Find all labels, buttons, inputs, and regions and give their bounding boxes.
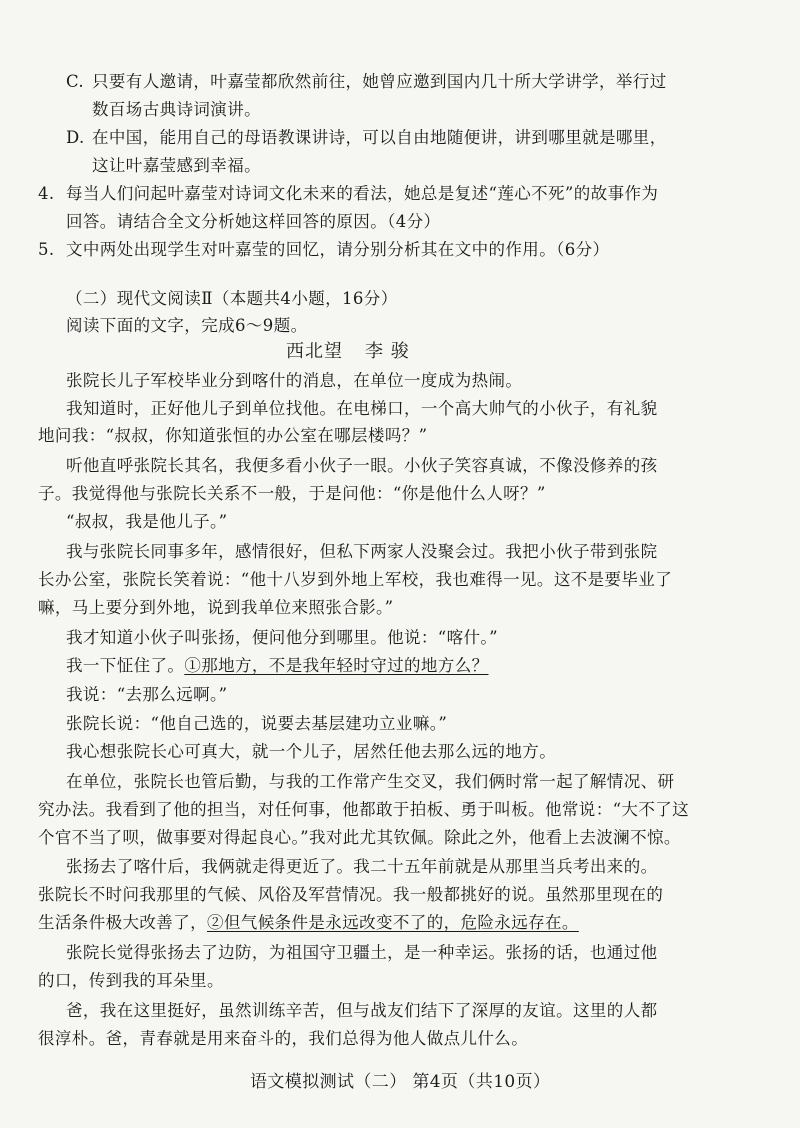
- section-instruction: 阅读下面的文字，完成6～9题。: [66, 316, 308, 335]
- article-line: 的口，传到我的耳朵里。: [38, 971, 224, 990]
- section-heading: （二）现代文阅读Ⅱ（本题共4小题，16分）: [66, 289, 398, 308]
- option-d-line-1: 在中国，能用自己的母语教课讲诗，可以自由地随便讲，讲到哪里就是哪里，: [92, 128, 667, 147]
- article-line-with-underline: [38, 912, 579, 934]
- article-line: 张扬去了喀什后，我俩就走得更近了。我二十五年前就是从那里当兵考出来的。: [66, 857, 658, 876]
- article-line: 爸，我在这里挺好，虽然训练辛苦，但与战友们结下了深厚的友谊。这里的人都: [66, 1001, 658, 1020]
- article-line: 生活条件极大改善了，: [38, 913, 207, 932]
- article-line: 很淳朴。爸，青春就是用来奋斗的，我们总得为他人做点儿什么。: [38, 1029, 529, 1048]
- option-d-line-2: 这让叶嘉莹感到幸福。: [92, 156, 261, 175]
- article-line: 我知道时，正好他儿子到单位找他。在电梯口，一个高大帅气的小伙子，有礼貌: [66, 399, 658, 418]
- question-5-num: 5.: [38, 240, 55, 259]
- article-line: 我说：“去那么远啊。”: [66, 685, 228, 704]
- question-4-line-1: 每当人们问起叶嘉莹对诗词文化未来的看法，她总是复述“莲心不死”的故事作为: [66, 184, 659, 203]
- underlined-sentence-1: ①那地方，不是我年轻时守过的地方么？: [184, 656, 489, 675]
- underlined-sentence-2: ②但气候条件是永远改变不了的，危险永远存在。: [207, 913, 579, 932]
- option-c-line-1: 只要有人邀请，叶嘉莹都欣然前往，她曾应邀到国内几十所大学讲学，举行过: [92, 72, 667, 91]
- article-line-with-underline: [66, 655, 489, 677]
- question-5-line-1: 文中两处出现学生对叶嘉莹的回忆，请分别分析其在文中的作用。（6分）: [66, 240, 610, 259]
- article-line: 我与张院长同事多年，感情很好，但私下两家人没聚会过。我把小伙子带到张院: [66, 542, 658, 561]
- article-line: 长办公室，张院长笑着说：“他十八岁到外地上军校，我也难得一见。这不是要毕业了: [38, 570, 673, 589]
- article-line: 我一下怔住了。: [66, 656, 185, 675]
- article-line: 我才知道小伙子叫张扬，便问他分到哪里。他说：“喀什。”: [66, 628, 498, 647]
- article-line: 在单位，张院长也管后勤，与我的工作常产生交叉，我们俩时常一起了解情况、研: [66, 772, 675, 791]
- option-c-line-2: 数百场古典诗词演讲。: [92, 100, 261, 119]
- article-line: 听他直呼张院长其名，我便多看小伙子一眼。小伙子笑容真诚，不像没修养的孩: [66, 456, 658, 475]
- question-4-num: 4.: [38, 184, 55, 203]
- article-author: 李 骏: [365, 341, 410, 362]
- article-line: 地问我：“叔叔，你知道张恒的办公室在哪层楼吗？”: [38, 426, 428, 445]
- article-line: 嘛，马上要分到外地，说到我单位来照张合影。”: [38, 598, 394, 617]
- article-line: 张院长觉得张扬去了边防，为祖国守卫疆土，是一种幸运。张扬的话，也通过他: [66, 943, 658, 962]
- article-line: 我心想张院长心可真大，就一个儿子，居然任他去那么远的地方。: [66, 742, 557, 761]
- option-c-label: C.: [66, 72, 85, 91]
- article-line: 子。我觉得他与张院长关系不一般，于是问他：“你是他什么人呀？”: [38, 484, 546, 503]
- page-footer: 语文模拟测试（二） 第4页（共10页）: [250, 1072, 551, 1092]
- article-title: 西北望: [286, 341, 343, 362]
- article-title-row: [286, 341, 410, 363]
- option-d-label: D.: [66, 128, 85, 147]
- article-line: “叔叔，我是他儿子。”: [66, 512, 228, 531]
- question-4-line-2: 回答。请结合全文分析她这样回答的原因。（4分）: [66, 212, 441, 231]
- article-line: 个官不当了呗，做事要对得起良心。”我对此尤其钦佩。除此之外，他看上去波澜不惊。: [38, 828, 681, 847]
- article-line: 张院长说：“他自己选的，说要去基层建功立业嘛。”: [66, 714, 448, 733]
- article-line: 究办法。我看到了他的担当，对任何事，他都敢于拍板、勇于叫板。他常说：“大不了这: [38, 800, 690, 819]
- article-line: 张院长儿子军校毕业分到喀什的消息，在单位一度成为热闹。: [66, 371, 523, 390]
- article-line: 张院长不时问我那里的气候、风俗及军营情况。我一般都挑好的说。虽然那里现在的: [38, 885, 664, 904]
